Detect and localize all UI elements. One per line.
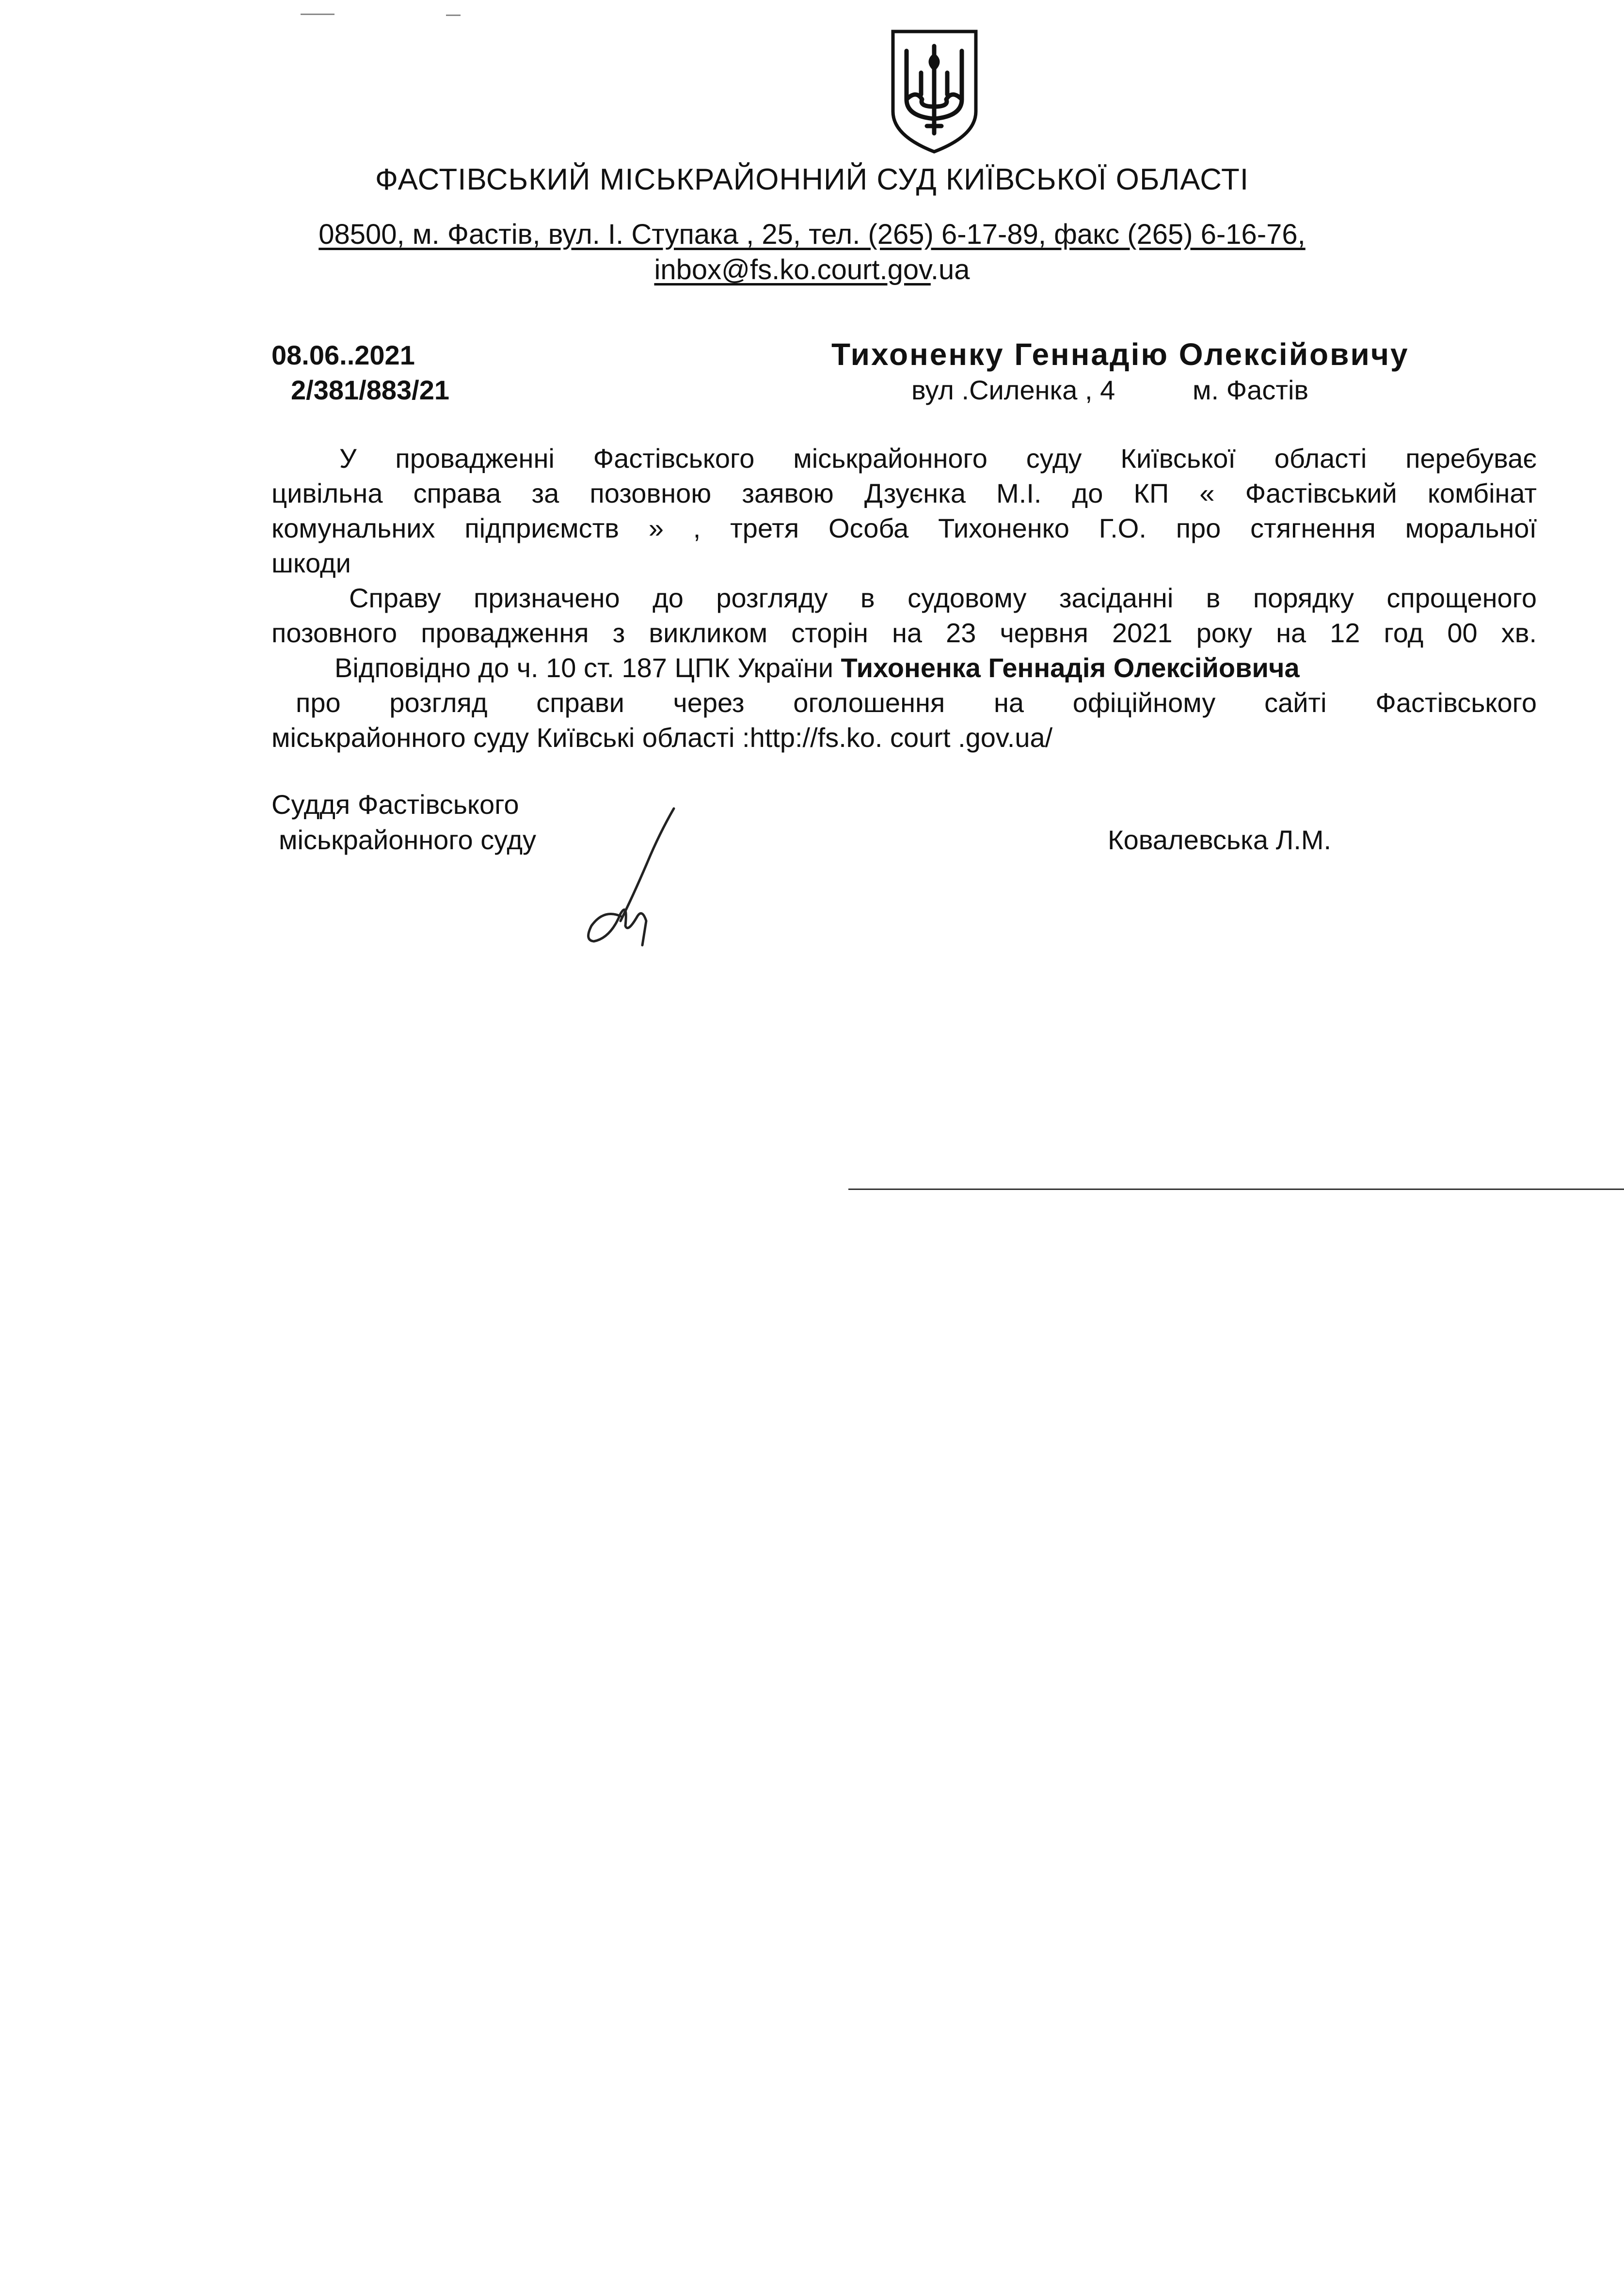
recipient-city: м. Фастів — [1193, 375, 1309, 405]
document-date: 08.06..2021 — [271, 340, 415, 370]
judge-title-line-2: міськрайонного суду — [279, 824, 537, 855]
horizontal-rule — [848, 1189, 1624, 1190]
scan-mark — [301, 14, 334, 15]
paragraph-3-line-1 — [271, 650, 1537, 685]
court-name: ФАСТІВСЬКИЙ МІСЬКРАЙОННИЙ СУД КИЇВСЬКОЇ ОБЛАСТІ — [375, 163, 1249, 196]
paragraph-3-line-3: міськрайонного суду Київські області :http://fs.ko. court .gov.ua/ — [271, 722, 1053, 753]
handwritten-signature — [574, 805, 681, 950]
court-email-link[interactable]: inbox@fs.ko.court.gov — [654, 254, 931, 285]
judge-name: Ковалевська Л.М. — [1108, 824, 1332, 855]
paragraph-3-start: Відповідно до ч. 10 ст. 187 ЦПК України — [334, 652, 841, 683]
court-email-suffix: .ua — [930, 254, 970, 285]
trident-emblem-icon — [887, 27, 982, 155]
paragraph-1-line-2: цивільна справа за позовною заявою Дзуєнка М.І. до КП « Фастівський комбінат — [271, 478, 1537, 508]
court-email — [0, 254, 1624, 286]
paragraph-3-bold-name: Тихоненка Геннадія Олексійовича — [841, 652, 1300, 683]
document-number: 2/381/883/21 — [291, 375, 449, 405]
paragraph-1-line-3: комунальних підприємств » , третя Особа Тихоненко Г.О. про стягнення моральної — [271, 513, 1537, 543]
paragraph-1-line-1: У провадженні Фастівського міськрайонного суду Київської області перебуває — [339, 443, 1537, 474]
court-address: 08500, м. Фастів, вул. І. Ступака , 25, тел. (265) 6-17-89, факс (265) 6-16-76, — [318, 219, 1306, 250]
judge-title-line-1: Суддя Фастівського — [271, 789, 519, 820]
letter-body — [271, 441, 1537, 755]
paragraph-2-line-2: позовного провадження з викликом сторін на 23 червня 2021 року на 12 год 00 хв. — [271, 618, 1537, 648]
recipient-name: Тихоненку Геннадію Олексійовичу — [831, 337, 1409, 372]
recipient-street: вул .Силенка , 4 — [911, 375, 1115, 405]
paragraph-1-line-4: шкоди — [271, 548, 351, 578]
paragraph-2-line-1: Справу призначено до розгляду в судовому засіданні в порядку спрощеного — [349, 583, 1537, 613]
paragraph-3-line-2: про розгляд справи через оголошення на офіційному сайті Фастівського — [296, 687, 1537, 718]
scan-mark — [446, 15, 461, 16]
